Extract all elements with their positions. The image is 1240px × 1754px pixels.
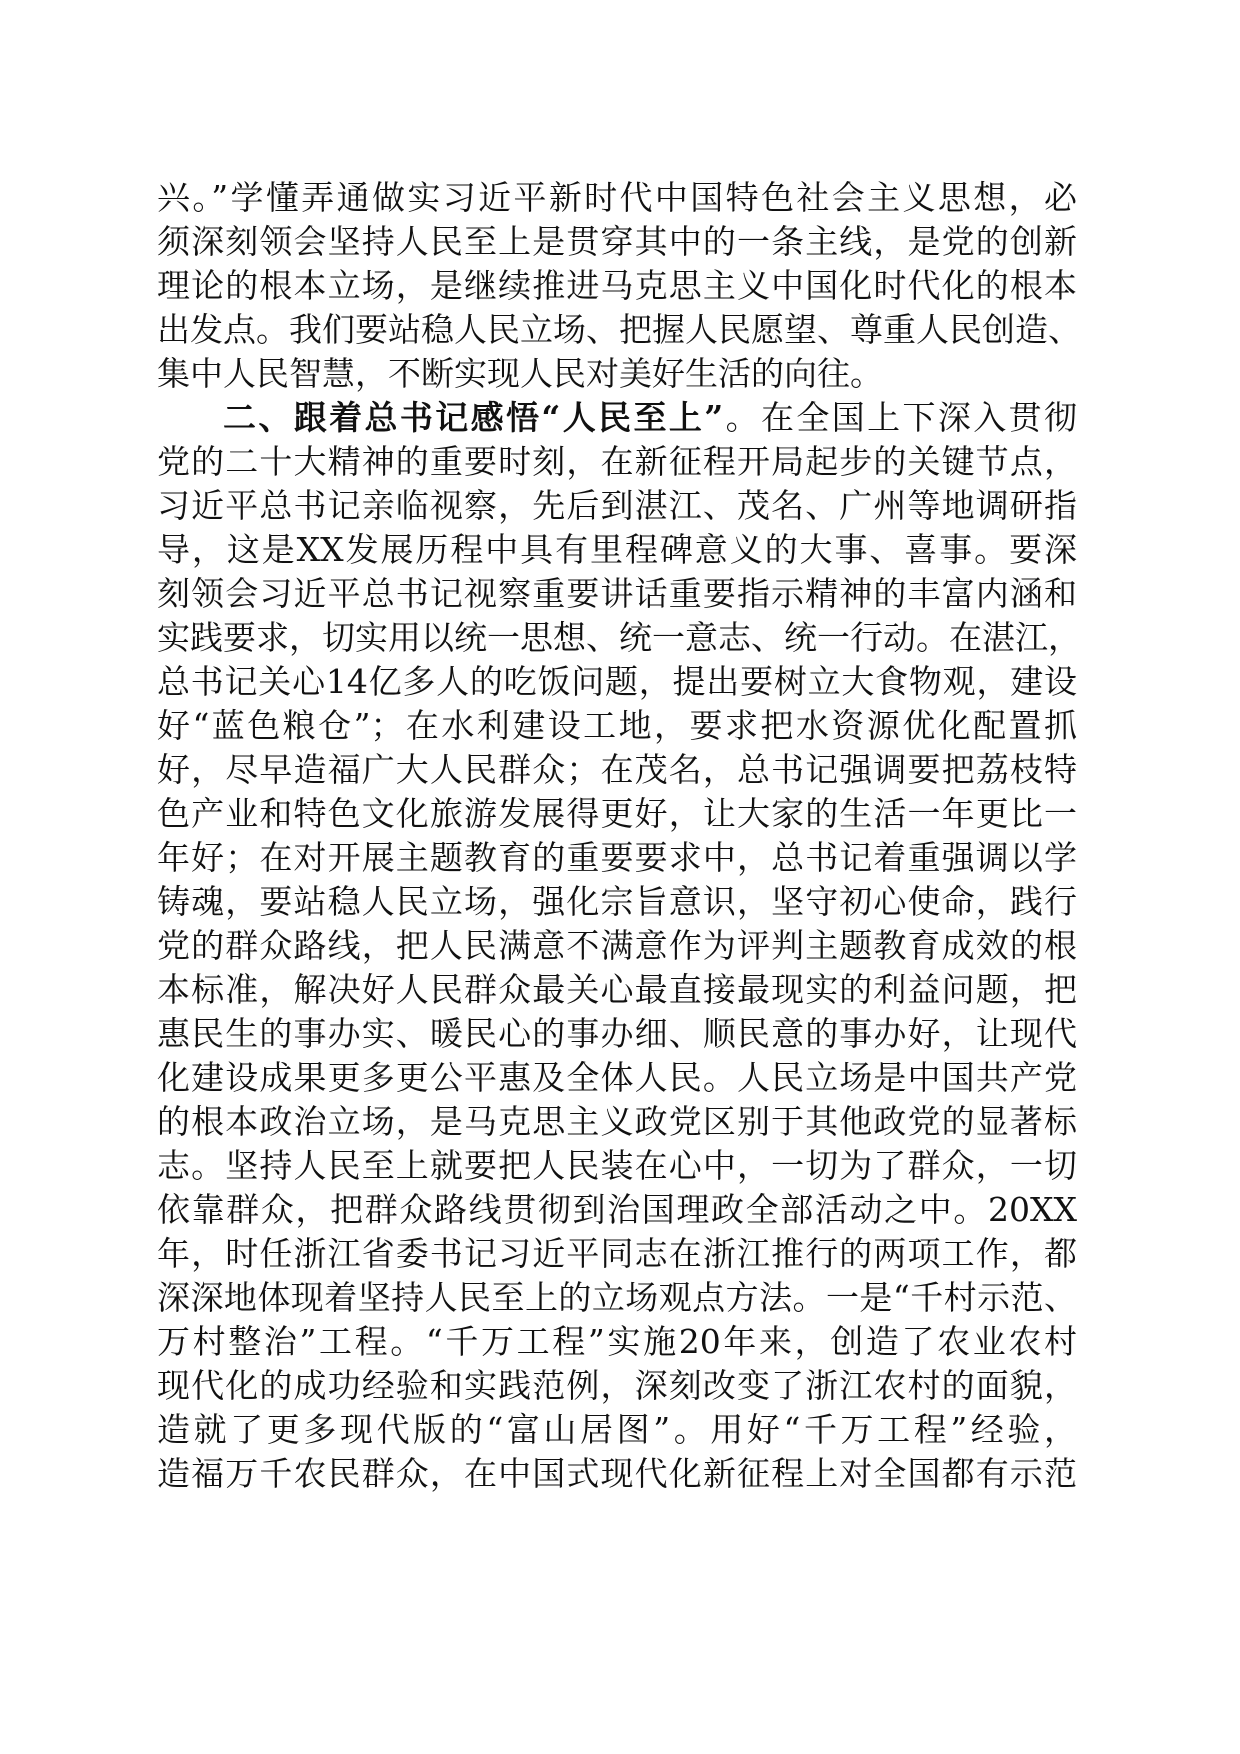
- text-line: 本标准，解决好人民群众最关心最直接最现实的利益问题，把: [157, 970, 1077, 1009]
- text-line: 铸魂，要站稳人民立场，强化宗旨意识，坚守初心使命，践行: [157, 882, 1077, 921]
- text-line: 现代化的成功经验和实践范例，深刻改变了浙江农村的面貌，: [157, 1366, 1077, 1405]
- text-line: 习近平总书记亲临视察，先后到湛江、茂名、广州等地调研指: [157, 486, 1077, 525]
- text-line: 好，尽早造福广大人民群众；在茂名，总书记强调要把荔枝特: [157, 750, 1077, 789]
- text-line: 兴。”学懂弄通做实习近平新时代中国特色社会主义思想，必: [157, 178, 1077, 217]
- text-line: 万村整治”工程。“千万工程”实施20年来，创造了农业农村: [157, 1322, 1077, 1361]
- text-line: 集中人民智慧，不断实现人民对美好生活的向往。: [157, 354, 883, 393]
- text-line: 化建设成果更多更公平惠及全体人民。人民立场是中国共产党: [157, 1058, 1077, 1097]
- text-line: 造就了更多现代版的“富山居图”。用好“千万工程”经验，: [157, 1410, 1077, 1449]
- paragraph-1: [157, 176, 1081, 396]
- text-line: 刻领会习近平总书记视察重要讲话重要指示精神的丰富内涵和: [157, 574, 1077, 613]
- text-line: 总书记关心14亿多人的吃饭问题，提出要树立大食物观，建设: [157, 662, 1077, 701]
- text-line: 造福万千农民群众，在中国式现代化新征程上对全国都有示范: [157, 1454, 1077, 1493]
- text-line: 党的二十大精神的重要时刻，在新征程开局起步的关键节点，: [157, 442, 1077, 481]
- text-line: 党的群众路线，把人民满意不满意作为评判主题教育成效的根: [157, 926, 1077, 965]
- text-line: 惠民生的事办实、暖民心的事办细、顺民意的事办好，让现代: [157, 1014, 1077, 1053]
- text-line: 色产业和特色文化旅游发展得更好，让大家的生活一年更比一: [157, 794, 1077, 833]
- text-line: 的根本政治立场，是马克思主义政党区别于其他政党的显著标: [157, 1102, 1077, 1141]
- text-line: 年，时任浙江省委书记习近平同志在浙江推行的两项工作，都: [157, 1234, 1077, 1273]
- text-line: 须深刻领会坚持人民至上是贯穿其中的一条主线，是党的创新: [157, 222, 1077, 261]
- text-line-rest: 。在全国上下深入贯彻: [723, 398, 1077, 437]
- text-line: 依靠群众，把群众路线贯彻到治国理政全部活动之中。20XX: [157, 1190, 1077, 1229]
- text-line: 好“蓝色粮仓”；在水利建设工地，要求把水资源优化配置抓: [157, 706, 1077, 745]
- text-line: 实践要求，切实用以统一思想、统一意志、统一行动。在湛江，: [157, 618, 1081, 657]
- text-line: 出发点。我们要站稳人民立场、把握人民愿望、尊重人民创造、: [157, 310, 1081, 349]
- text-line: 理论的根本立场，是继续推进马克思主义中国化时代化的根本: [157, 266, 1077, 305]
- section-heading: 二、跟着总书记感悟“人民至上”: [223, 398, 724, 437]
- text-line: 导，这是XX发展历程中具有里程碑意义的大事、喜事。要深: [157, 530, 1077, 569]
- text-line: 深深地体现着坚持人民至上的立场观点方法。一是“千村示范、: [157, 1278, 1077, 1317]
- text-line: 志。坚持人民至上就要把人民装在心中，一切为了群众，一切: [157, 1146, 1077, 1185]
- text-line: 年好；在对开展主题教育的重要要求中，总书记着重强调以学: [157, 838, 1077, 877]
- paragraph-2-first-line: [157, 396, 1077, 440]
- paragraph-2: [157, 396, 1081, 1496]
- body-text: [157, 176, 1081, 1496]
